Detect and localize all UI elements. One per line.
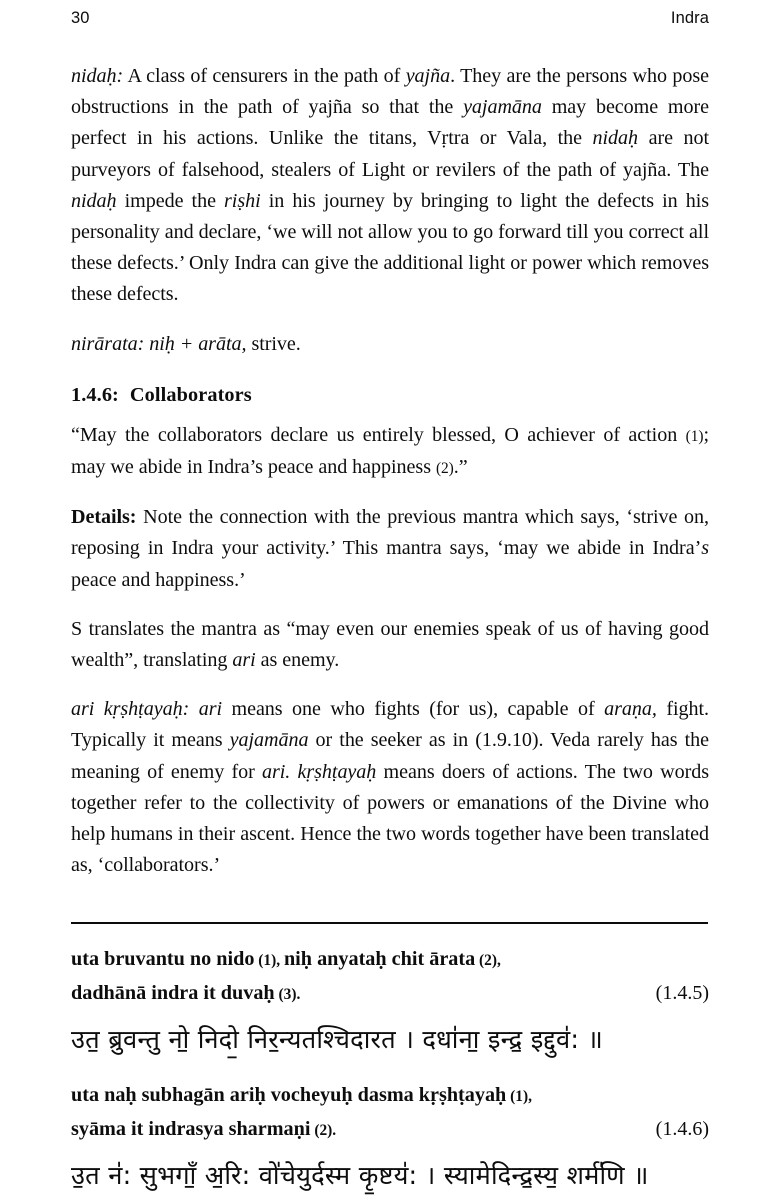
page-content-column xyxy=(71,0,709,1196)
mantra-transliteration: uta naḥ subhagān ariḥ vocheyuḥ dasma kṛṣhṭayaḥ (1), xyxy=(71,1084,532,1107)
section-heading xyxy=(71,382,709,408)
running-title: Indra xyxy=(670,9,709,27)
section-number: 1.4.6: xyxy=(71,383,119,406)
mantra-transliteration: syāma it indrasya sharmaṇi (2). xyxy=(71,1118,337,1141)
paragraph-translation-quote: “May the collaborators declare us entirely blessed, O achiever of action (1); may we abide in Indra’s peace and happiness (2).” xyxy=(71,423,709,479)
paragraph-details-note: Details: Note the connection with the previous mantra which says, ‘strive on, reposing in Indra your activity.’ This mantra says, ‘may we abide in Indra’s peace and happiness.’ xyxy=(71,506,709,591)
mantra-line xyxy=(71,977,709,1011)
mantra-block-1-4-6 xyxy=(71,1079,709,1196)
mantra-reference: (1.4.5) xyxy=(655,982,709,1005)
mantra-line xyxy=(71,1079,709,1113)
mantra-line xyxy=(71,943,709,977)
paragraph-ari-krshtayah-gloss: ari kṛṣhṭayaḥ: ari means one who fights (for us), capable of araṇa, fight. Typically it means yajamāna or the seeker as in (1.9.10). Veda rarely has the meaning of enemy for ari. kṛṣhṭayaḥ means doers of actions. The two words together refer to the collectivity of powers or emanations of the Divine who help humans in their ascent. Hence the two words together have been translated as, ‘collaborators.’ xyxy=(71,698,709,877)
page-number: 30 xyxy=(71,9,90,27)
body-text xyxy=(71,61,709,881)
mantra-devanagari: उत॒ ब्रुवन्तु नो॒ निदो॒ निर॒न्यतश्चिदारत । दधा॑ना॒ इन्द्र॒ इद्दुव॑: ॥ xyxy=(71,1025,603,1056)
mantra-block-1-4-5 xyxy=(71,943,709,1060)
mantra-transliteration: dadhānā indra it duvaḥ (3). xyxy=(71,982,301,1005)
paragraph-s-translation: S translates the mantra as “may even our enemies speak of us of having good wealth”, translating ari as enemy. xyxy=(71,617,709,672)
mantra-devanagari: उ॒त न॑: सुभगाँ॒ अ॒रि: वो॑चेयुर्दस्म कृ॒ष्टय॑: । स्यामेदिन्द्र॒स्य॒ शर्म॑णि ॥ xyxy=(71,1161,649,1192)
paragraph-nidah-gloss: nidaḥ: A class of censurers in the path of yajña. They are the persons who pose obstructions in the path of yajña so that the yajamāna may become more perfect in his actions. Unlike the titans, Vṛtra or Vala, the nidaḥ are not purveyors of falsehood, stealers of Light or revilers of the path of yajña. The nidaḥ impede the riṣhi in his journey by bringing to light the defects in his personality and declare, ‘we will not allow you to go forward till you correct all these defects.’ Only Indra can give the additional light or power which removes these defects. xyxy=(71,65,710,306)
mantra-transliteration: uta bruvantu no nido (1), niḥ anyataḥ chit ārata (2), xyxy=(71,948,501,971)
section-divider-wrapper xyxy=(71,922,709,924)
running-head xyxy=(71,0,709,33)
paragraph-nirarata-gloss: nirārata: niḥ + arāta, strive. xyxy=(71,332,301,355)
section-title: Collaborators xyxy=(129,383,252,406)
horizontal-rule xyxy=(71,922,708,924)
mantra-reference: (1.4.6) xyxy=(655,1118,709,1141)
mantra-line xyxy=(71,1113,709,1147)
